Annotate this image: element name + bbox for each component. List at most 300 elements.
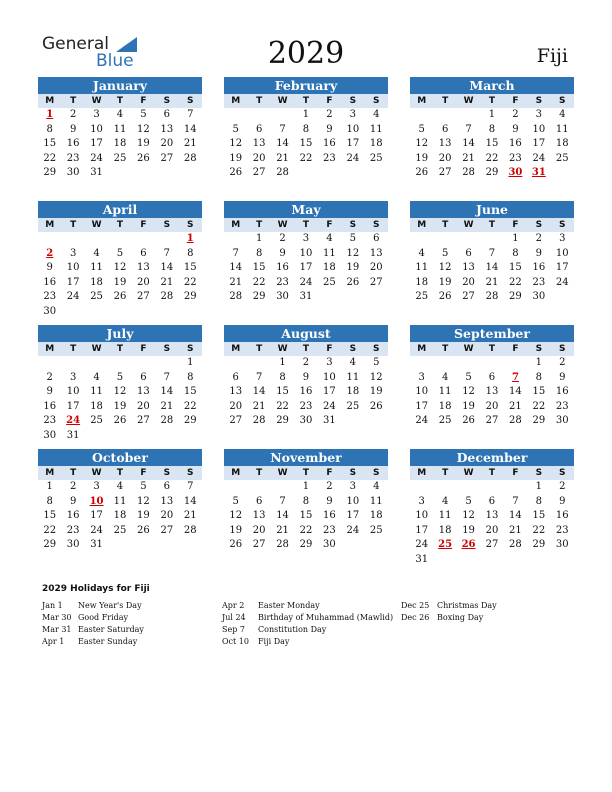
day-cell: 12 xyxy=(113,262,127,274)
empty-day xyxy=(410,232,433,247)
day-cell: 27 xyxy=(137,415,150,427)
day-cell: 5 xyxy=(465,495,472,507)
empty-day xyxy=(224,108,247,123)
day-cell: 28 xyxy=(509,539,522,551)
day-cell: 16 xyxy=(66,510,80,522)
weekday-header xyxy=(410,466,574,480)
day-cell: 9 xyxy=(302,371,310,383)
day-grid xyxy=(410,108,574,181)
month-name: February xyxy=(224,77,388,94)
month-name: January xyxy=(38,77,202,94)
day-cell: 30 xyxy=(532,291,546,303)
empty-day xyxy=(108,356,131,371)
day-cell: 8 xyxy=(279,371,286,383)
month-january xyxy=(38,77,202,181)
day-cell: 27 xyxy=(485,415,499,427)
holidays-title: 2029 Holidays for Fiji xyxy=(42,584,150,594)
day-cell: 20 xyxy=(438,152,452,164)
day-cell: 23 xyxy=(555,400,569,412)
empty-day xyxy=(410,108,433,123)
weekday-header xyxy=(38,466,202,480)
holiday-name: Easter Saturday xyxy=(78,625,144,634)
day-cell: 13 xyxy=(160,123,174,135)
day-cell: 21 xyxy=(229,276,243,288)
day-cell: 12 xyxy=(346,247,360,259)
weekday-label: T xyxy=(70,96,77,106)
day-cell: 13 xyxy=(137,386,150,398)
holiday-day: 1 xyxy=(46,109,54,120)
month-june xyxy=(410,201,574,305)
day-cell: 8 xyxy=(255,247,263,259)
day-cell: 30 xyxy=(66,167,80,179)
day-cell: 6 xyxy=(465,247,472,259)
empty-day xyxy=(410,356,433,371)
day-cell: 3 xyxy=(418,495,425,507)
day-cell: 6 xyxy=(140,371,147,383)
day-cell: 5 xyxy=(349,233,357,244)
day-cell: 1 xyxy=(302,109,310,120)
holiday-column xyxy=(222,600,393,648)
weekday-label: S xyxy=(535,220,543,230)
day-cell: 19 xyxy=(415,152,429,164)
weekday-label: W xyxy=(277,468,288,478)
day-cell: 8 xyxy=(187,371,194,383)
day-cell: 1 xyxy=(46,481,53,492)
day-cell: 5 xyxy=(140,481,147,492)
weekday-label: T xyxy=(70,344,77,354)
weekday-label: W xyxy=(91,96,102,106)
weekday-label: T xyxy=(116,344,124,354)
day-cell: 15 xyxy=(43,510,57,522)
weekday-label: T xyxy=(442,220,449,230)
day-cell: 26 xyxy=(137,524,150,536)
day-grid xyxy=(38,356,202,444)
day-cell: 2 xyxy=(302,357,310,368)
empty-day xyxy=(504,356,527,371)
day-cell: 24 xyxy=(66,291,80,303)
weekday-label: S xyxy=(373,220,380,230)
day-cell: 21 xyxy=(276,152,289,164)
holiday-day: 24 xyxy=(66,415,81,427)
day-cell: 21 xyxy=(160,276,174,288)
logo-text-blue: Blue xyxy=(96,51,134,71)
day-cell: 29 xyxy=(299,539,313,551)
day-cell: 6 xyxy=(255,495,263,507)
day-cell: 17 xyxy=(415,400,429,412)
weekday-label: S xyxy=(163,468,171,478)
day-cell: 2 xyxy=(535,233,543,244)
day-cell: 24 xyxy=(90,524,103,536)
empty-day xyxy=(433,108,456,123)
empty-day xyxy=(132,232,155,247)
day-cell: 12 xyxy=(229,138,243,150)
day-cell: 27 xyxy=(160,152,174,164)
country-label: Fiji xyxy=(536,45,568,67)
day-cell: 2 xyxy=(559,481,566,492)
day-cell: 28 xyxy=(276,539,289,551)
day-cell: 8 xyxy=(187,247,194,259)
day-cell: 25 xyxy=(113,524,127,536)
day-cell: 5 xyxy=(373,357,380,368)
day-cell: 19 xyxy=(113,400,127,412)
day-cell: 2 xyxy=(279,233,286,244)
weekday-label: T xyxy=(442,96,449,106)
day-cell: 14 xyxy=(509,386,522,398)
day-cell: 15 xyxy=(299,510,313,522)
weekday-header xyxy=(410,94,574,108)
day-cell: 29 xyxy=(183,291,197,303)
month-name: September xyxy=(410,325,574,342)
empty-day xyxy=(224,480,247,495)
empty-day xyxy=(224,356,247,371)
weekday-label: S xyxy=(163,96,171,106)
day-cell: 28 xyxy=(183,152,197,164)
day-cell: 21 xyxy=(160,400,174,412)
day-cell: 8 xyxy=(46,495,53,507)
day-cell: 10 xyxy=(532,123,546,135)
day-cell: 4 xyxy=(116,481,124,492)
day-cell: 28 xyxy=(252,415,266,427)
empty-day xyxy=(433,356,456,371)
holiday-date: Apr 2 xyxy=(222,601,245,610)
day-cell: 17 xyxy=(532,138,546,150)
day-cell: 4 xyxy=(418,247,425,259)
day-cell: 22 xyxy=(532,400,546,412)
day-cell: 1 xyxy=(302,481,310,492)
day-cell: 31 xyxy=(415,553,429,565)
day-cell: 27 xyxy=(369,276,383,288)
day-cell: 6 xyxy=(232,371,239,383)
holiday-date: Dec 25 xyxy=(401,601,430,610)
holiday-date: Mar 31 xyxy=(42,625,72,634)
day-cell: 10 xyxy=(415,510,429,522)
day-cell: 29 xyxy=(183,415,197,427)
weekday-label: T xyxy=(488,220,496,230)
day-cell: 23 xyxy=(299,400,313,412)
day-cell: 6 xyxy=(163,481,171,492)
day-cell: 5 xyxy=(116,371,124,383)
day-cell: 15 xyxy=(43,138,57,150)
empty-day xyxy=(457,232,480,247)
day-cell: 16 xyxy=(66,138,80,150)
day-cell: 16 xyxy=(323,138,336,150)
holiday-day: 31 xyxy=(531,167,546,179)
day-cell: 10 xyxy=(346,123,360,135)
day-cell: 13 xyxy=(137,262,150,274)
day-cell: 26 xyxy=(229,167,243,179)
day-cell: 13 xyxy=(252,510,266,522)
day-cell: 11 xyxy=(346,371,360,383)
month-march xyxy=(410,77,574,181)
weekday-label: T xyxy=(256,468,263,478)
empty-day xyxy=(85,232,108,247)
day-cell: 18 xyxy=(90,400,103,412)
day-cell: 18 xyxy=(369,138,383,150)
day-cell: 30 xyxy=(323,539,336,551)
holiday-row xyxy=(42,600,144,612)
holiday-date: Jan 1 xyxy=(42,601,63,610)
day-cell: 12 xyxy=(462,510,475,522)
day-cell: 7 xyxy=(279,495,286,507)
day-grid xyxy=(224,232,388,305)
weekday-label: T xyxy=(302,96,310,106)
month-august xyxy=(224,325,388,429)
day-cell: 20 xyxy=(160,138,174,150)
day-cell: 3 xyxy=(93,481,100,492)
weekday-label: M xyxy=(417,220,427,230)
day-cell: 8 xyxy=(488,123,496,135)
day-cell: 18 xyxy=(555,138,569,150)
day-cell: 22 xyxy=(299,152,313,164)
day-cell: 25 xyxy=(90,415,103,427)
day-cell: 23 xyxy=(66,152,80,164)
empty-day xyxy=(61,356,84,371)
day-cell: 27 xyxy=(252,167,266,179)
weekday-label: W xyxy=(463,220,474,230)
day-cell: 15 xyxy=(532,386,546,398)
day-cell: 5 xyxy=(232,495,239,507)
day-cell: 4 xyxy=(441,495,449,507)
day-cell: 14 xyxy=(229,262,243,274)
day-cell: 17 xyxy=(299,262,313,274)
weekday-label: F xyxy=(512,96,519,106)
day-cell: 3 xyxy=(559,233,566,244)
day-cell: 29 xyxy=(252,291,266,303)
day-cell: 3 xyxy=(349,481,357,492)
day-cell: 3 xyxy=(302,233,310,244)
weekday-label: S xyxy=(373,468,380,478)
holiday-date: Apr 1 xyxy=(42,637,65,646)
day-cell: 10 xyxy=(415,386,429,398)
day-cell: 18 xyxy=(369,510,383,522)
day-cell: 6 xyxy=(255,123,263,135)
weekday-header xyxy=(224,466,388,480)
empty-day xyxy=(410,480,433,495)
day-cell: 11 xyxy=(438,386,452,398)
day-cell: 29 xyxy=(485,167,499,179)
empty-day xyxy=(480,232,503,247)
day-cell: 25 xyxy=(323,276,336,288)
day-cell: 26 xyxy=(113,415,127,427)
day-cell: 5 xyxy=(418,123,425,135)
day-cell: 4 xyxy=(559,109,566,120)
month-name: August xyxy=(224,325,388,342)
day-cell: 20 xyxy=(369,262,383,274)
weekday-label: S xyxy=(349,96,357,106)
day-cell: 1 xyxy=(535,357,543,368)
day-cell: 19 xyxy=(137,510,150,522)
day-cell: 2 xyxy=(46,371,53,383)
day-grid xyxy=(224,108,388,181)
day-cell: 24 xyxy=(555,276,569,288)
day-cell: 7 xyxy=(163,247,171,259)
day-cell: 4 xyxy=(441,371,449,383)
day-cell: 23 xyxy=(323,524,336,536)
day-cell: 31 xyxy=(299,291,313,303)
day-cell: 1 xyxy=(255,233,263,244)
month-may xyxy=(224,201,388,305)
day-cell: 1 xyxy=(512,233,519,244)
empty-day xyxy=(504,480,527,495)
day-cell: 8 xyxy=(535,371,543,383)
day-cell: 29 xyxy=(43,167,57,179)
day-cell: 3 xyxy=(69,371,77,383)
day-cell: 24 xyxy=(323,400,336,412)
day-cell: 1 xyxy=(488,109,496,120)
day-cell: 12 xyxy=(137,123,150,135)
weekday-label: T xyxy=(488,344,496,354)
day-cell: 26 xyxy=(137,152,150,164)
day-cell: 30 xyxy=(555,415,569,427)
day-cell: 18 xyxy=(113,138,127,150)
day-cell: 9 xyxy=(46,262,53,274)
day-cell: 12 xyxy=(415,138,429,150)
day-cell: 21 xyxy=(183,510,197,522)
day-cell: 22 xyxy=(299,524,313,536)
day-cell: 24 xyxy=(299,276,313,288)
weekday-label: T xyxy=(256,344,263,354)
weekday-label: W xyxy=(277,96,288,106)
day-cell: 31 xyxy=(90,167,103,179)
day-cell: 27 xyxy=(229,415,243,427)
day-cell: 14 xyxy=(276,510,289,522)
weekday-label: M xyxy=(417,344,427,354)
holiday-name: Fiji Day xyxy=(258,637,290,646)
weekday-label: F xyxy=(326,468,333,478)
day-cell: 16 xyxy=(555,386,569,398)
weekday-label: S xyxy=(187,344,194,354)
day-cell: 13 xyxy=(438,138,452,150)
day-cell: 25 xyxy=(90,291,103,303)
weekday-label: S xyxy=(163,344,171,354)
day-cell: 11 xyxy=(90,386,103,398)
day-cell: 29 xyxy=(276,415,289,427)
weekday-label: T xyxy=(70,220,77,230)
weekday-header xyxy=(410,342,574,356)
day-cell: 26 xyxy=(346,276,360,288)
month-name: April xyxy=(38,201,202,218)
day-cell: 15 xyxy=(276,386,289,398)
day-cell: 4 xyxy=(373,109,380,120)
day-cell: 8 xyxy=(302,123,310,135)
day-cell: 14 xyxy=(183,495,197,507)
weekday-label: T xyxy=(302,220,310,230)
day-cell: 14 xyxy=(485,262,499,274)
day-cell: 23 xyxy=(532,276,546,288)
day-cell: 10 xyxy=(66,262,80,274)
weekday-label: F xyxy=(326,96,333,106)
day-cell: 20 xyxy=(252,524,266,536)
day-cell: 7 xyxy=(488,247,496,259)
day-cell: 11 xyxy=(323,247,336,259)
day-cell: 23 xyxy=(509,152,522,164)
empty-day xyxy=(85,356,108,371)
weekday-label: S xyxy=(559,220,566,230)
day-cell: 12 xyxy=(438,262,452,274)
day-cell: 25 xyxy=(113,152,127,164)
day-cell: 15 xyxy=(252,262,266,274)
day-cell: 26 xyxy=(229,539,243,551)
day-cell: 18 xyxy=(90,276,103,288)
day-cell: 13 xyxy=(485,510,499,522)
weekday-header xyxy=(224,218,388,232)
weekday-label: W xyxy=(463,96,474,106)
empty-day xyxy=(247,480,270,495)
day-cell: 3 xyxy=(535,109,543,120)
weekday-label: S xyxy=(187,96,194,106)
day-cell: 21 xyxy=(509,400,522,412)
day-cell: 10 xyxy=(90,123,103,135)
month-october xyxy=(38,449,202,553)
weekday-label: S xyxy=(535,468,543,478)
day-cell: 21 xyxy=(509,524,522,536)
weekday-label: M xyxy=(231,220,241,230)
month-name: July xyxy=(38,325,202,342)
day-cell: 22 xyxy=(532,524,546,536)
day-cell: 17 xyxy=(323,386,336,398)
day-cell: 20 xyxy=(485,524,499,536)
holiday-date: Sep 7 xyxy=(222,625,245,634)
day-cell: 13 xyxy=(462,262,475,274)
day-cell: 27 xyxy=(485,539,499,551)
day-cell: 25 xyxy=(346,400,360,412)
weekday-label: T xyxy=(116,468,124,478)
day-cell: 28 xyxy=(509,415,522,427)
holiday-name: Easter Monday xyxy=(258,601,320,610)
day-cell: 15 xyxy=(183,262,197,274)
holiday-day: 25 xyxy=(438,539,453,551)
day-cell: 7 xyxy=(163,371,171,383)
holiday-name: Boxing Day xyxy=(437,613,484,622)
day-cell: 4 xyxy=(349,357,357,368)
day-cell: 24 xyxy=(415,415,429,427)
empty-day xyxy=(247,356,270,371)
empty-day xyxy=(457,480,480,495)
day-cell: 29 xyxy=(532,415,546,427)
empty-day xyxy=(155,232,178,247)
day-cell: 28 xyxy=(229,291,243,303)
day-cell: 2 xyxy=(559,357,566,368)
day-cell: 5 xyxy=(116,247,124,259)
day-cell: 27 xyxy=(137,291,150,303)
weekday-label: T xyxy=(116,96,124,106)
holiday-day: 30 xyxy=(508,167,523,179)
weekday-label: S xyxy=(559,96,566,106)
day-cell: 22 xyxy=(183,276,197,288)
day-cell: 8 xyxy=(46,123,53,135)
day-cell: 9 xyxy=(559,371,566,383)
holiday-name: Christmas Day xyxy=(437,601,497,610)
weekday-header xyxy=(38,94,202,108)
weekday-label: F xyxy=(140,468,147,478)
day-cell: 9 xyxy=(69,123,77,135)
day-cell: 31 xyxy=(90,539,103,551)
month-name: March xyxy=(410,77,574,94)
day-cell: 5 xyxy=(465,371,472,383)
day-cell: 11 xyxy=(113,123,127,135)
day-cell: 29 xyxy=(532,539,546,551)
day-cell: 14 xyxy=(462,138,475,150)
day-cell: 26 xyxy=(113,291,127,303)
day-cell: 7 xyxy=(279,123,286,135)
day-cell: 30 xyxy=(276,291,289,303)
day-cell: 4 xyxy=(93,247,100,259)
day-cell: 7 xyxy=(232,247,239,259)
day-cell: 4 xyxy=(93,371,100,383)
weekday-label: W xyxy=(463,344,474,354)
day-cell: 7 xyxy=(255,371,263,383)
day-cell: 2 xyxy=(69,481,77,492)
